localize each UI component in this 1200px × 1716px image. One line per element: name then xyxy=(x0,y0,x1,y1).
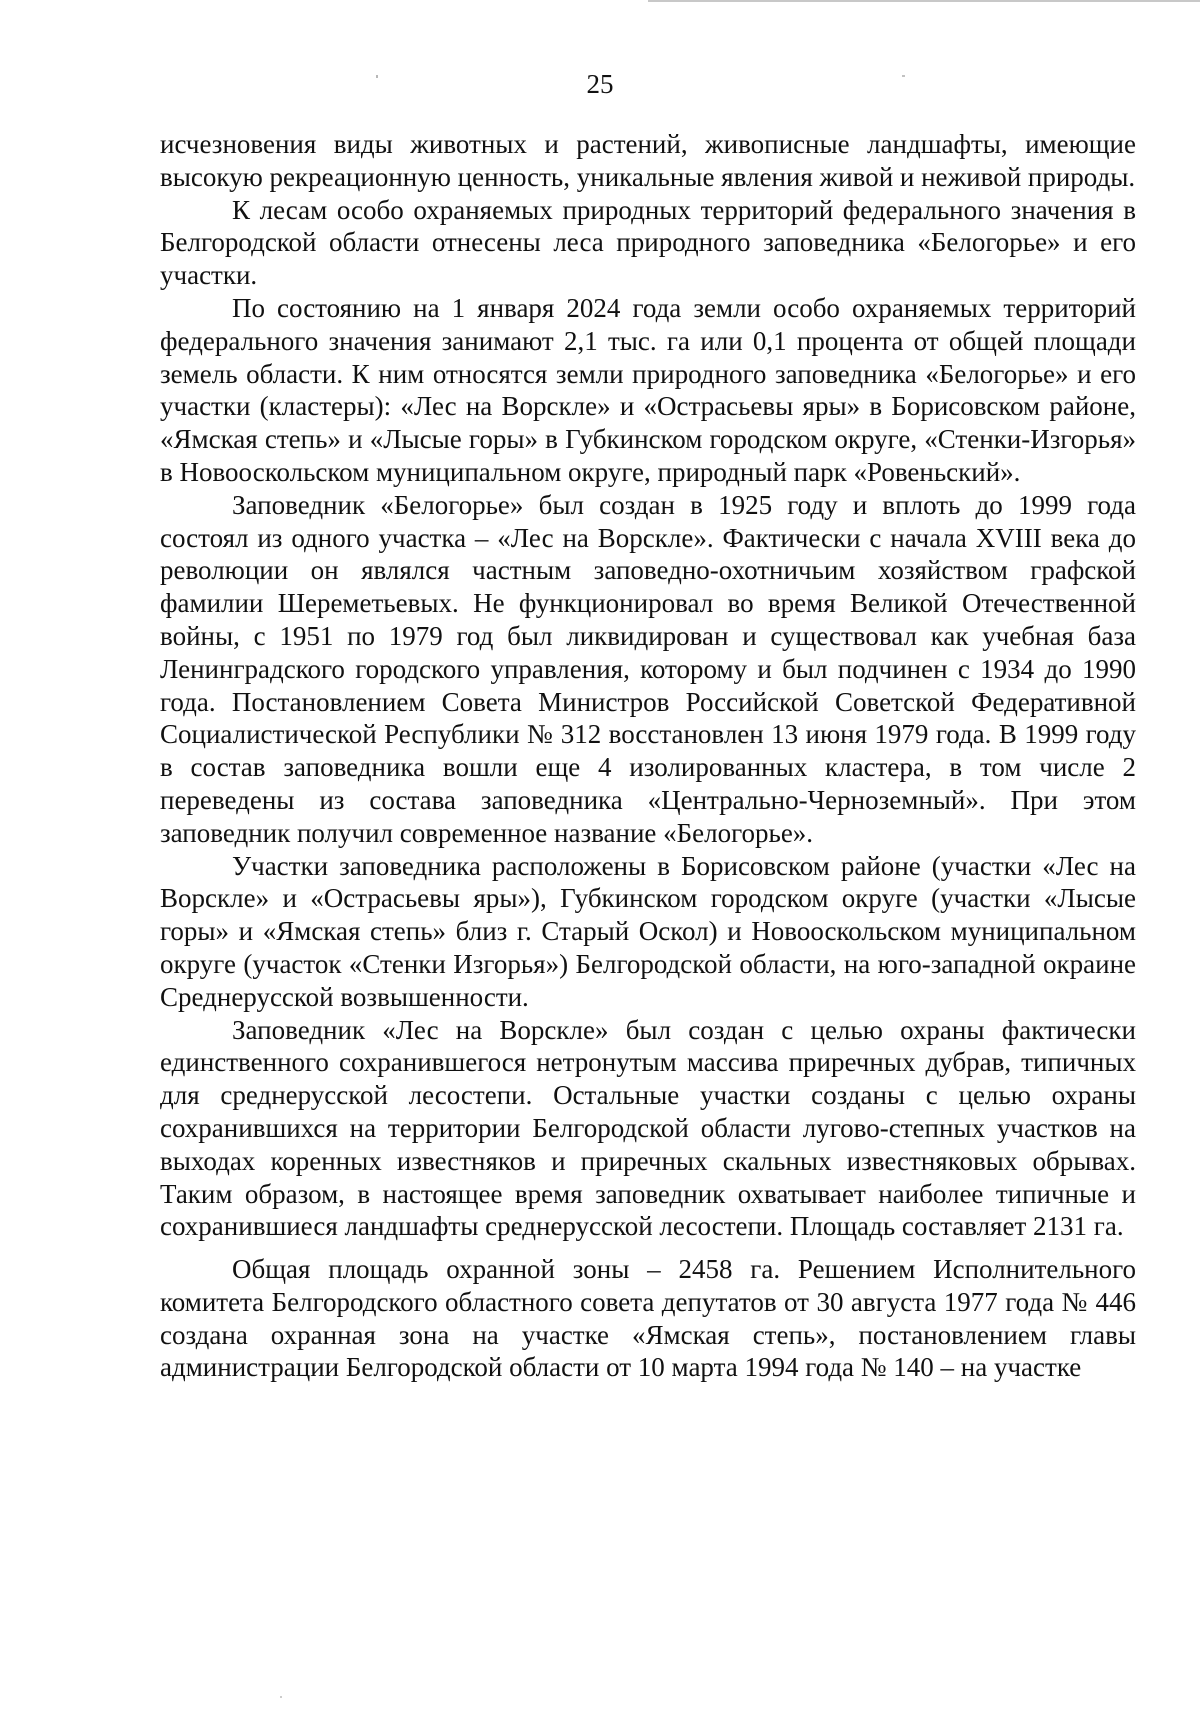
paragraph-reserve-locations: Участки заповедника расположены в Борисовском районе (участки «Лес на Ворскле» и «Острасьевы яры»), Губкинском городском округе (участки «Лысые горы» и «Ямская степь» близ г. Старый Оскол) и Новооскольском муниципальном округе (участок «Стенки Изгорья») Белгородской области, на юго-западной окраине Среднерусской возвышенности. xyxy=(160,850,1136,1012)
paragraph-forests-federal: К лесам особо охраняемых природных территорий федерального значения в Белгородской области отнесены леса природного заповедника «Белогорье» и его участки. xyxy=(160,194,1136,291)
paragraph-buffer-zone: Общая площадь охранной зоны – 2458 га. Решением Исполнительного комитета Белгородского областного совета депутатов от 30 августа 1977 года № 446 создана охранная зона на участке «Ямская степь», постановлением главы администрации Белгородской области от 10 марта 1994 года № 140 – на участке xyxy=(160,1254,1136,1383)
paragraph-land-status: По состоянию на 1 января 2024 года земли особо охраняемых территорий федерального значения занимают 2,1 тыс. га или 0,1 процента от общей площади земель области. К ним относятся земли природного заповедника «Белогорье» и его участки (кластеры): «Лес на Ворскле» и «Острасьевы яры» в Борисовском районе, «Ямская степь» и «Лысые горы» в Губкинском городском округе, «Стенки-Изгорья» в Новооскольском муниципальном округе, природный парк «Ровеньский». xyxy=(160,292,1136,487)
scan-artifact-dot xyxy=(280,1696,282,1698)
page-number: 25 xyxy=(586,69,614,99)
scan-artifact-line xyxy=(648,0,1200,2)
paragraph-continued: исчезновения виды животных и растений, живописные ландшафты, имеющие высокую рекреационную ценность, уникальные явления живой и неживой природы. xyxy=(160,129,1136,192)
paragraph-reserve-history: Заповедник «Белогорье» был создан в 1925 году и вплоть до 1999 года состоял из одного участка – «Лес на Ворскле». Фактически с начала XVIII века до революции он являлся частным заповедно-охотничьим хозяйством графской фамилии Шереметьевых. Не функционировал во время Великой Отечественной войны, с 1951 по 1979 год был ликвидирован и существовал как учебная база Ленинградского городского управления, которому и был подчинен с 1934 до 1990 года. Постановлением Совета Министров Российской Советской Федеративной Социалистической Республики № 312 восстановлен 13 июня 1979 года. В 1999 году в состав заповедника вошли еще 4 изолированных кластера, в том числе 2 переведены из состава заповедника «Центрально-Черноземный». При этом заповедник получил современное название «Белогорье». xyxy=(160,489,1136,848)
document-body xyxy=(160,128,1136,1384)
paragraph-reserve-purpose: Заповедник «Лес на Ворскле» был создан с целью охраны фактически единственного сохранившегося нетронутым массива приречных дубрав, типичных для среднерусской лесостепи. Остальные участки созданы с целью охраны сохранившихся на территории Белгородской области лугово-степных участков на выходах коренных известняков и приречных скальных известняковых обрывах. Таким образом, в настоящее время заповедник охватывает наиболее типичные и сохранившиеся ландшафты среднерусской лесостепи. Площадь составляет 2131 га. xyxy=(160,1014,1136,1242)
